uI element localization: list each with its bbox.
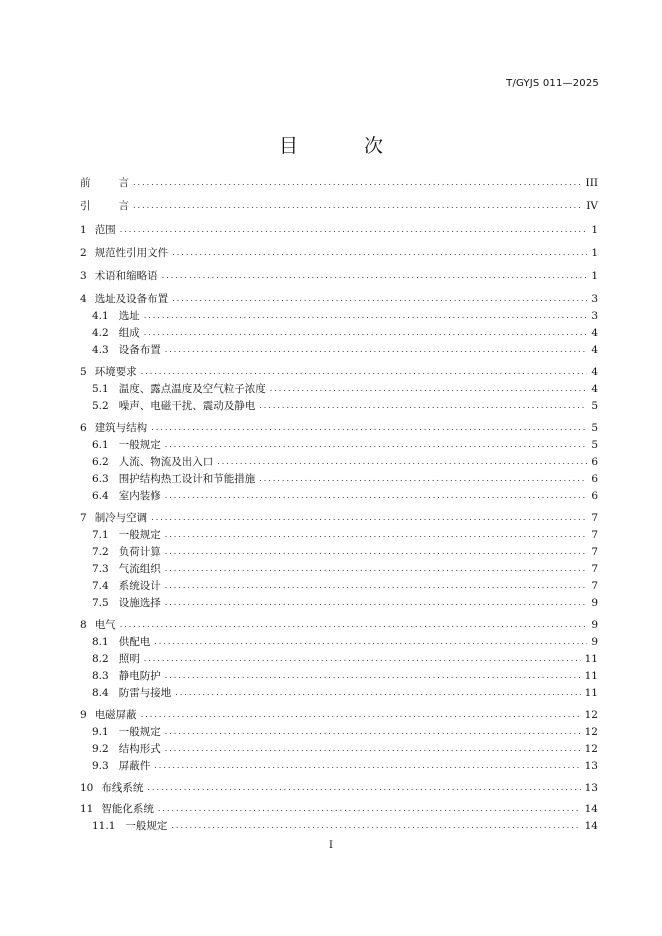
toc-entry-title: 室内装修	[118, 490, 161, 502]
toc-entry	[80, 365, 598, 379]
toc-entry-page: 5	[591, 400, 598, 412]
toc-entry-number: 6	[80, 422, 87, 434]
toc-entry-title: 温度、露点温度及空气粒子浓度	[118, 383, 266, 395]
toc-entry-number: 前	[80, 177, 91, 189]
toc-entry-title: 言	[118, 200, 129, 212]
toc-entry-title: 一般规定	[118, 726, 161, 738]
toc-entry-title: 建筑与结构	[94, 422, 148, 434]
toc-entry-title: 噪声、电磁干扰、震动及静电	[118, 400, 256, 412]
toc-entry-page: 12	[584, 743, 598, 755]
toc-entry	[80, 511, 598, 525]
toc-entry-page: 4	[591, 327, 598, 339]
toc-leader-dots	[259, 401, 587, 411]
toc-entry-number: 5	[80, 366, 87, 378]
toc-entry-number: 7.3	[92, 563, 109, 575]
toc-leader-dots	[154, 637, 587, 647]
toc-entry	[80, 781, 598, 795]
toc-entry-number: 4	[80, 293, 87, 305]
toc-entry-page: 12	[584, 709, 598, 721]
toc-entry-title: 布线系统	[101, 782, 144, 794]
toc-entry-number: 8.3	[92, 670, 109, 682]
document-code: T/GYJS 011—2025	[506, 78, 599, 89]
toc-leader-dots	[147, 783, 580, 793]
toc-leader-dots	[270, 384, 588, 394]
toc-leader-dots	[162, 271, 588, 281]
toc-entry-page: 11	[584, 687, 598, 699]
toc-entry	[92, 399, 598, 413]
toc-entry	[92, 579, 598, 593]
toc-entry-page: 4	[591, 366, 598, 378]
toc-leader-dots	[120, 225, 588, 235]
toc-entry-number: 9.1	[92, 726, 109, 738]
toc-entry-number: 6.3	[92, 473, 109, 485]
toc-entry-number: 9.3	[92, 760, 109, 772]
toc-entry	[92, 742, 598, 756]
toc-entry	[80, 292, 598, 306]
toc-entry-page: 5	[591, 422, 598, 434]
toc-entry-page: 13	[584, 760, 598, 772]
toc-entry-page: 1	[591, 270, 598, 282]
toc-entry	[92, 343, 598, 357]
toc-entry-page: 12	[584, 726, 598, 738]
toc-entry	[92, 686, 598, 700]
toc-entry-page: 1	[591, 247, 598, 259]
toc-entry-title: 电磁屏蔽	[94, 709, 137, 721]
toc-entry-number: 11	[80, 803, 94, 815]
toc-entry	[80, 618, 598, 632]
toc-entry-title: 人流、物流及出入口	[118, 456, 214, 468]
toc-leader-dots	[154, 761, 580, 771]
toc-entry-number: 4.3	[92, 344, 109, 356]
toc-entry-number: 8.1	[92, 636, 109, 648]
toc-entry-page: 14	[584, 803, 598, 815]
toc-entry-title: 电气	[94, 619, 116, 631]
toc-leader-dots	[141, 710, 581, 720]
toc-entry-title: 系统设计	[118, 580, 161, 592]
toc-entry-number: 5.1	[92, 383, 109, 395]
toc-entry-page: 7	[591, 580, 598, 592]
toc-leader-dots	[151, 513, 587, 523]
toc-entry-page: 13	[584, 782, 598, 794]
toc-entry-title: 环境要求	[94, 366, 137, 378]
toc-leader-dots	[165, 564, 588, 574]
toc-entry-number: 7.4	[92, 580, 109, 592]
toc-leader-dots	[171, 821, 580, 831]
toc-entry-page: 9	[591, 597, 598, 609]
toc-entry	[80, 269, 598, 283]
toc-entry-title: 一般规定	[125, 820, 168, 832]
toc-entry-title: 设备布置	[118, 344, 161, 356]
toc-entry-number: 7.5	[92, 597, 109, 609]
toc-leader-dots	[144, 654, 581, 664]
toc-entry-title: 负荷计算	[118, 546, 161, 558]
toc-entry-title: 选址及设备布置	[94, 293, 169, 305]
toc-entry-title: 范围	[94, 224, 116, 236]
toc-entry-title: 规范性引用文件	[94, 247, 169, 259]
toc-entry-page: 3	[591, 310, 598, 322]
toc-leader-dots	[259, 474, 587, 484]
toc-leader-dots	[165, 598, 588, 608]
toc-entry-number: 8.2	[92, 653, 109, 665]
toc-entry-page: 7	[591, 529, 598, 541]
toc-entry	[92, 669, 598, 683]
toc-entry	[80, 246, 598, 260]
toc-entry-page: III	[585, 177, 598, 189]
toc-leader-dots	[120, 620, 588, 630]
toc-leader-dots	[144, 311, 588, 321]
toc-leader-dots	[165, 547, 588, 557]
toc-entry-number: 6.2	[92, 456, 109, 468]
toc-leader-dots	[144, 328, 588, 338]
toc-entry-page: 7	[591, 512, 598, 524]
toc-entry	[92, 596, 598, 610]
toc-entry	[80, 199, 598, 213]
toc-entry-page: 6	[591, 456, 598, 468]
toc-leader-dots	[133, 201, 582, 211]
toc-entry-number: 7.1	[92, 529, 109, 541]
toc-entry-title: 选址	[118, 310, 140, 322]
toc-entry	[92, 545, 598, 559]
toc-entry-title: 言	[118, 177, 129, 189]
toc-entry-title: 气流组织	[118, 563, 161, 575]
toc-entry-title: 一般规定	[118, 529, 161, 541]
toc-entry	[92, 489, 598, 503]
toc-entry-title: 结构形式	[118, 743, 161, 755]
toc-entry	[80, 223, 598, 237]
toc-entry-page: 6	[591, 473, 598, 485]
toc-leader-dots	[165, 671, 581, 681]
toc-entry-number: 3	[80, 270, 87, 282]
toc-entry-title: 静电防护	[118, 670, 161, 682]
toc-entry-title: 制冷与空调	[94, 512, 148, 524]
toc-leader-dots	[217, 457, 587, 467]
toc-entry-number: 6.4	[92, 490, 109, 502]
toc-leader-dots	[151, 423, 587, 433]
toc-entry-title: 一般规定	[118, 439, 161, 451]
toc-entry-page: 11	[584, 670, 598, 682]
toc-entry	[92, 562, 598, 576]
toc-entry	[80, 708, 598, 722]
toc-entry-number: 11.1	[92, 820, 116, 832]
toc-entry-title: 照明	[118, 653, 140, 665]
toc-entry	[92, 652, 598, 666]
toc-entry-page: 11	[584, 653, 598, 665]
toc-entry-number: 5.2	[92, 400, 109, 412]
toc-entry	[92, 635, 598, 649]
toc-entry-title: 防雷与接地	[118, 687, 172, 699]
toc-entry-title: 设施选择	[118, 597, 161, 609]
page-title: 目 次	[278, 135, 414, 157]
toc-leader-dots	[133, 178, 582, 188]
toc-entry-page: 1	[591, 224, 598, 236]
toc-entry-number: 7	[80, 512, 87, 524]
toc-leader-dots	[165, 581, 588, 591]
toc-leader-dots	[165, 744, 581, 754]
toc-entry	[92, 309, 598, 323]
toc-leader-dots	[172, 248, 587, 258]
toc-leader-dots	[158, 804, 581, 814]
toc-leader-dots	[165, 727, 581, 737]
toc-entry-number: 10	[80, 782, 94, 794]
toc-entry-page: 4	[591, 383, 598, 395]
toc-entry-number: 7.2	[92, 546, 109, 558]
toc-entry-number: 8	[80, 619, 87, 631]
toc-entry	[92, 472, 598, 486]
page-number: I	[329, 840, 333, 851]
toc-entry	[92, 455, 598, 469]
toc-leader-dots	[165, 345, 588, 355]
toc-entry-page: 7	[591, 546, 598, 558]
toc-entry-title: 术语和缩略语	[94, 270, 158, 282]
toc-leader-dots	[165, 440, 588, 450]
toc-leader-dots	[141, 367, 588, 377]
toc-entry-page: IV	[586, 200, 598, 212]
toc-entry-number: 6.1	[92, 439, 109, 451]
toc-entry-page: 4	[591, 344, 598, 356]
toc-entry	[92, 382, 598, 396]
toc-entry-title: 智能化系统	[101, 803, 154, 815]
toc-entry-number: 9.2	[92, 743, 109, 755]
toc-entry	[92, 759, 598, 773]
toc-leader-dots	[165, 491, 588, 501]
toc-entry-page: 14	[584, 820, 598, 832]
toc-entry	[92, 438, 598, 452]
toc-leader-dots	[165, 530, 588, 540]
toc-entry-title: 围护结构热工设计和节能措施	[118, 473, 256, 485]
toc-entry-number: 9	[80, 709, 87, 721]
toc-entry	[80, 421, 598, 435]
toc-entry-title: 组成	[118, 327, 140, 339]
toc-entry-number: 1	[80, 224, 87, 236]
toc-entry	[92, 528, 598, 542]
toc-entry-page: 3	[591, 293, 598, 305]
toc-entry-number: 8.4	[92, 687, 109, 699]
toc-entry-page: 6	[591, 490, 598, 502]
toc-entry-title: 屏蔽件	[118, 760, 151, 772]
toc-entry	[80, 802, 598, 816]
toc-leader-dots	[175, 688, 580, 698]
toc-entry	[92, 819, 598, 833]
toc-entry-number: 4.2	[92, 327, 109, 339]
toc-entry	[80, 176, 598, 190]
toc-entry	[92, 326, 598, 340]
toc-entry-number: 引	[80, 200, 91, 212]
toc-entry-page: 7	[591, 563, 598, 575]
toc-leader-dots	[172, 294, 587, 304]
toc-entry-page: 9	[591, 636, 598, 648]
toc-entry-number: 4.1	[92, 310, 109, 322]
toc-entry-title: 供配电	[118, 636, 151, 648]
toc-entry-number: 2	[80, 247, 87, 259]
toc-entry	[92, 725, 598, 739]
toc-entry-page: 9	[591, 619, 598, 631]
toc-entry-page: 5	[591, 439, 598, 451]
